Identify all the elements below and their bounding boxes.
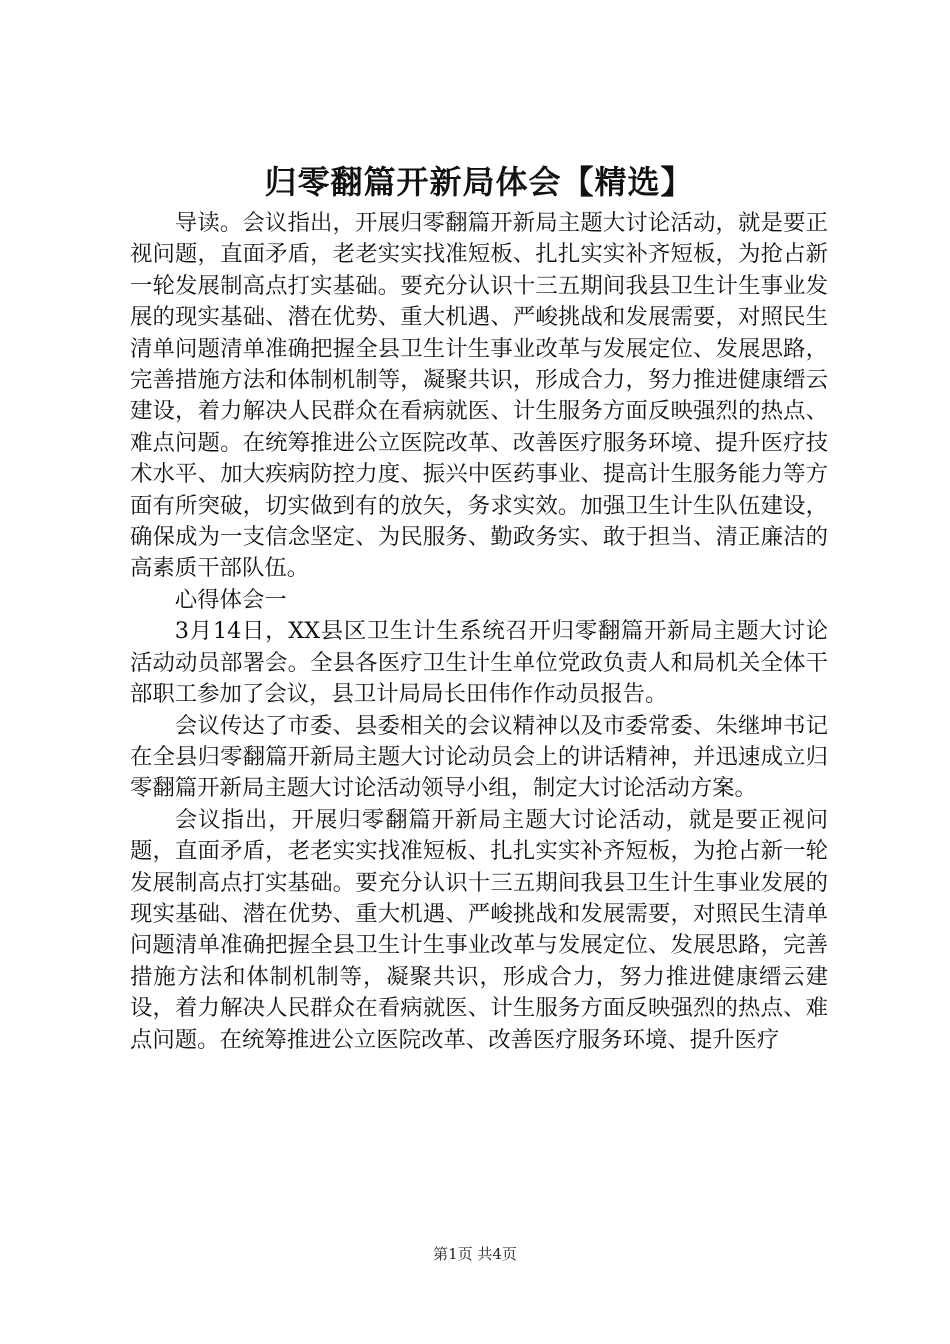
body-paragraph: 3月14日，XX县区卫生计生系统召开归零翻篇开新局主题大讨论活动动员部署会。全县各医疗卫生计生单位党政负责人和局机关全体干部职工参加了会议，县卫计局局长田伟作作动员报告。 xyxy=(130,618,828,708)
body-paragraph: 会议传达了市委、县委相关的会议精神以及市委常委、朱继坤书记在全县归零翻篇开新局主题大讨论动员会上的讲话精神，并迅速成立归零翻篇开新局主题大讨论活动领导小组，制定大讨论活动方案。 xyxy=(130,712,828,802)
document-body xyxy=(130,160,828,1056)
body-paragraph: 会议指出，开展归零翻篇开新局主题大讨论活动，就是要正视问题，直面矛盾，老老实实找准短板、扎扎实实补齐短板，为抢占新一轮发展制高点打实基础。要充分认识十三五期间我县卫生计生事业发展的现实基础、潜在优势、重大机遇、严峻挑战和发展需要，对照民生清单问题清单准确把握全县卫生计生事业改革与发展定位、发展思路，完善措施方法和体制机制等，凝聚共识，形成合力，努力推进健康缙云建设，着力解决人民群众在看病就医、计生服务方面反映强烈的热点、难点问题。在统筹推进公立医院改革、改善医疗服务环境、提升医疗 xyxy=(130,806,828,1053)
document-title: 归零翻篇开新局体会【精选】 xyxy=(264,163,694,201)
page-number: 第1页 共4页 xyxy=(433,1245,517,1263)
section-heading: 心得体会一 xyxy=(174,586,287,613)
intro-paragraph: 导读。会议指出，开展归零翻篇开新局主题大讨论活动，就是要正视问题，直面矛盾，老老实实找准短板、扎扎实实补齐短板，为抢占新一轮发展制高点打实基础。要充分认识十三五期间我县卫生计生事业发展的现实基础、潜在优势、重大机遇、严峻挑战和发展需要，对照民生清单问题清单准确把握全县卫生计生事业改革与发展定位、发展思路，完善措施方法和体制机制等，凝聚共识，形成合力，努力推进健康缙云建设，着力解决人民群众在看病就医、计生服务方面反映强烈的热点、难点问题。在统筹推进公立医院改革、改善医疗服务环境、提升医疗技术水平、加大疾病防控力度、振兴中医药事业、提高计生服务能力等方面有所突破，切实做到有的放矢，务求实效。加强卫生计生队伍建设，确保成为一支信念坚定、为民服务、勤政务实、敢于担当、清正廉洁的高素质干部队伍。 xyxy=(130,210,828,582)
